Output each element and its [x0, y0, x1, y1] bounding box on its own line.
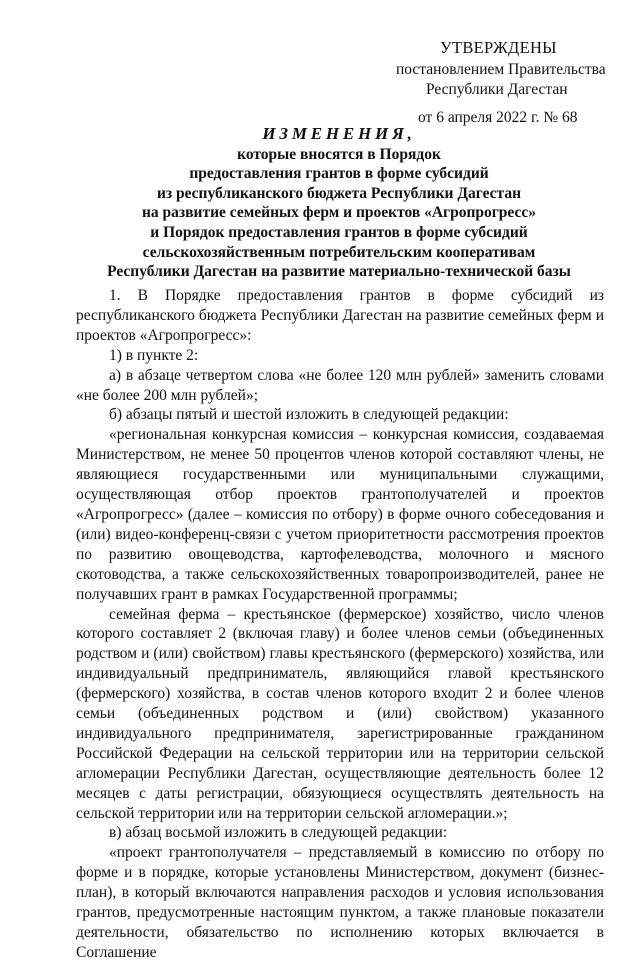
approval-date: от 6 апреля 2022 г. № 68 — [418, 109, 578, 126]
paragraph-family-farm-definition: семейная ферма – крестьянское (фермерское) хозяйство, число членов которого составляет 2 (включая главу) и более членов семьи (объединенных родством и (или) свойством) главы крестьянского (фермерского) хозяйства, или индивидуальный предприниматель, являющийся главой крестьянского (фермерского) хозяйства, в состав членов которого входит 2 и более членов семьи (объединенных родством и (или) свойством) указанного индивидуального предпринимателя, зарегистрированные гражданином Российской Федерации на сельской территории или на территории сельской агломерации Республики Дагестан, осуществляющие деятельность более 12 месяцев с даты регистрации, обязующиеся осуществлять деятельность на сельской территории или на территории сельской агломерации.»; — [76, 605, 604, 822]
paragraph-subitem-b: б) абзацы пятый и шестой изложить в следующей редакции: — [109, 406, 509, 424]
approval-line-2: Республики Дагестан — [426, 81, 568, 98]
heading-line-4: на развитие семейных ферм и проектов «Агропрогресс» — [142, 204, 536, 222]
paragraph-subitem-1: 1) в пункте 2: — [109, 346, 199, 364]
paragraph-subitem-a: а) в абзаце четвертом слова «не более 120 млн рублей» заменить словами «не более 200 млн рублей»; — [76, 366, 604, 404]
heading-line-7: Республики Дагестан на развитие материально-технической базы — [107, 263, 571, 281]
heading-line-3: из республиканского бюджета Республики Дагестан — [156, 184, 522, 202]
heading-title: ИЗМЕНЕНИЯ, — [262, 124, 416, 143]
paragraph-commission-definition: «региональная конкурсная комиссия – конкурсная комиссия, создаваемая Министерством, не менее 50 процентов членов которой составляют члены, не являющиеся государственными или муниципальными служащими, осуществляющая отбор проектов грантополучателей и проектов «Агропрогресс» (далее – комиссия по отбору) в форме очного собеседования и (или) видео-конференц-связи с учетом приоритетности рассмотрения проектов по развитию овощеводства, картофелеводства, молочного и мясного скотоводства, а также сельскохозяйственных товаропроизводителей, ранее не получавших грант в рамках Государственной программы; — [76, 426, 604, 603]
approval-title: УТВЕРЖДЕНЫ — [440, 38, 557, 57]
paragraph-item-1: 1. В Порядке предоставления грантов в форме субсидий из республиканского бюджета Республики Дагестан на развитие семейных ферм и проектов «Агропрогресс»: — [76, 287, 604, 344]
paragraph-project-definition: «проект грантополучателя – представляемый в комиссию по отбору по форме и в порядке, которые установлены Министерством, документ (бизнес-план), в который включаются направления расходов и условия использования грантов, предусмотренные настоящим пунктом, а также плановые показатели деятельности, обязательство по исполнению которых включается в Соглашение — [76, 844, 604, 961]
approval-stamp — [396, 38, 616, 128]
heading-line-2: предоставления грантов в форме субсидий — [189, 165, 489, 183]
heading-line-1: которые вносятся в Порядок — [237, 145, 441, 163]
approval-line-1: постановлением Правительства — [396, 61, 606, 78]
heading-line-5: и Порядок предоставления грантов в форме субсидий — [150, 223, 528, 241]
document-body — [76, 286, 604, 963]
heading-line-6: сельскохозяйственным потребительским кооперативам — [142, 243, 536, 261]
paragraph-subitem-v: в) абзац восьмой изложить в следующей редакции: — [109, 824, 448, 842]
document-heading — [70, 124, 608, 282]
